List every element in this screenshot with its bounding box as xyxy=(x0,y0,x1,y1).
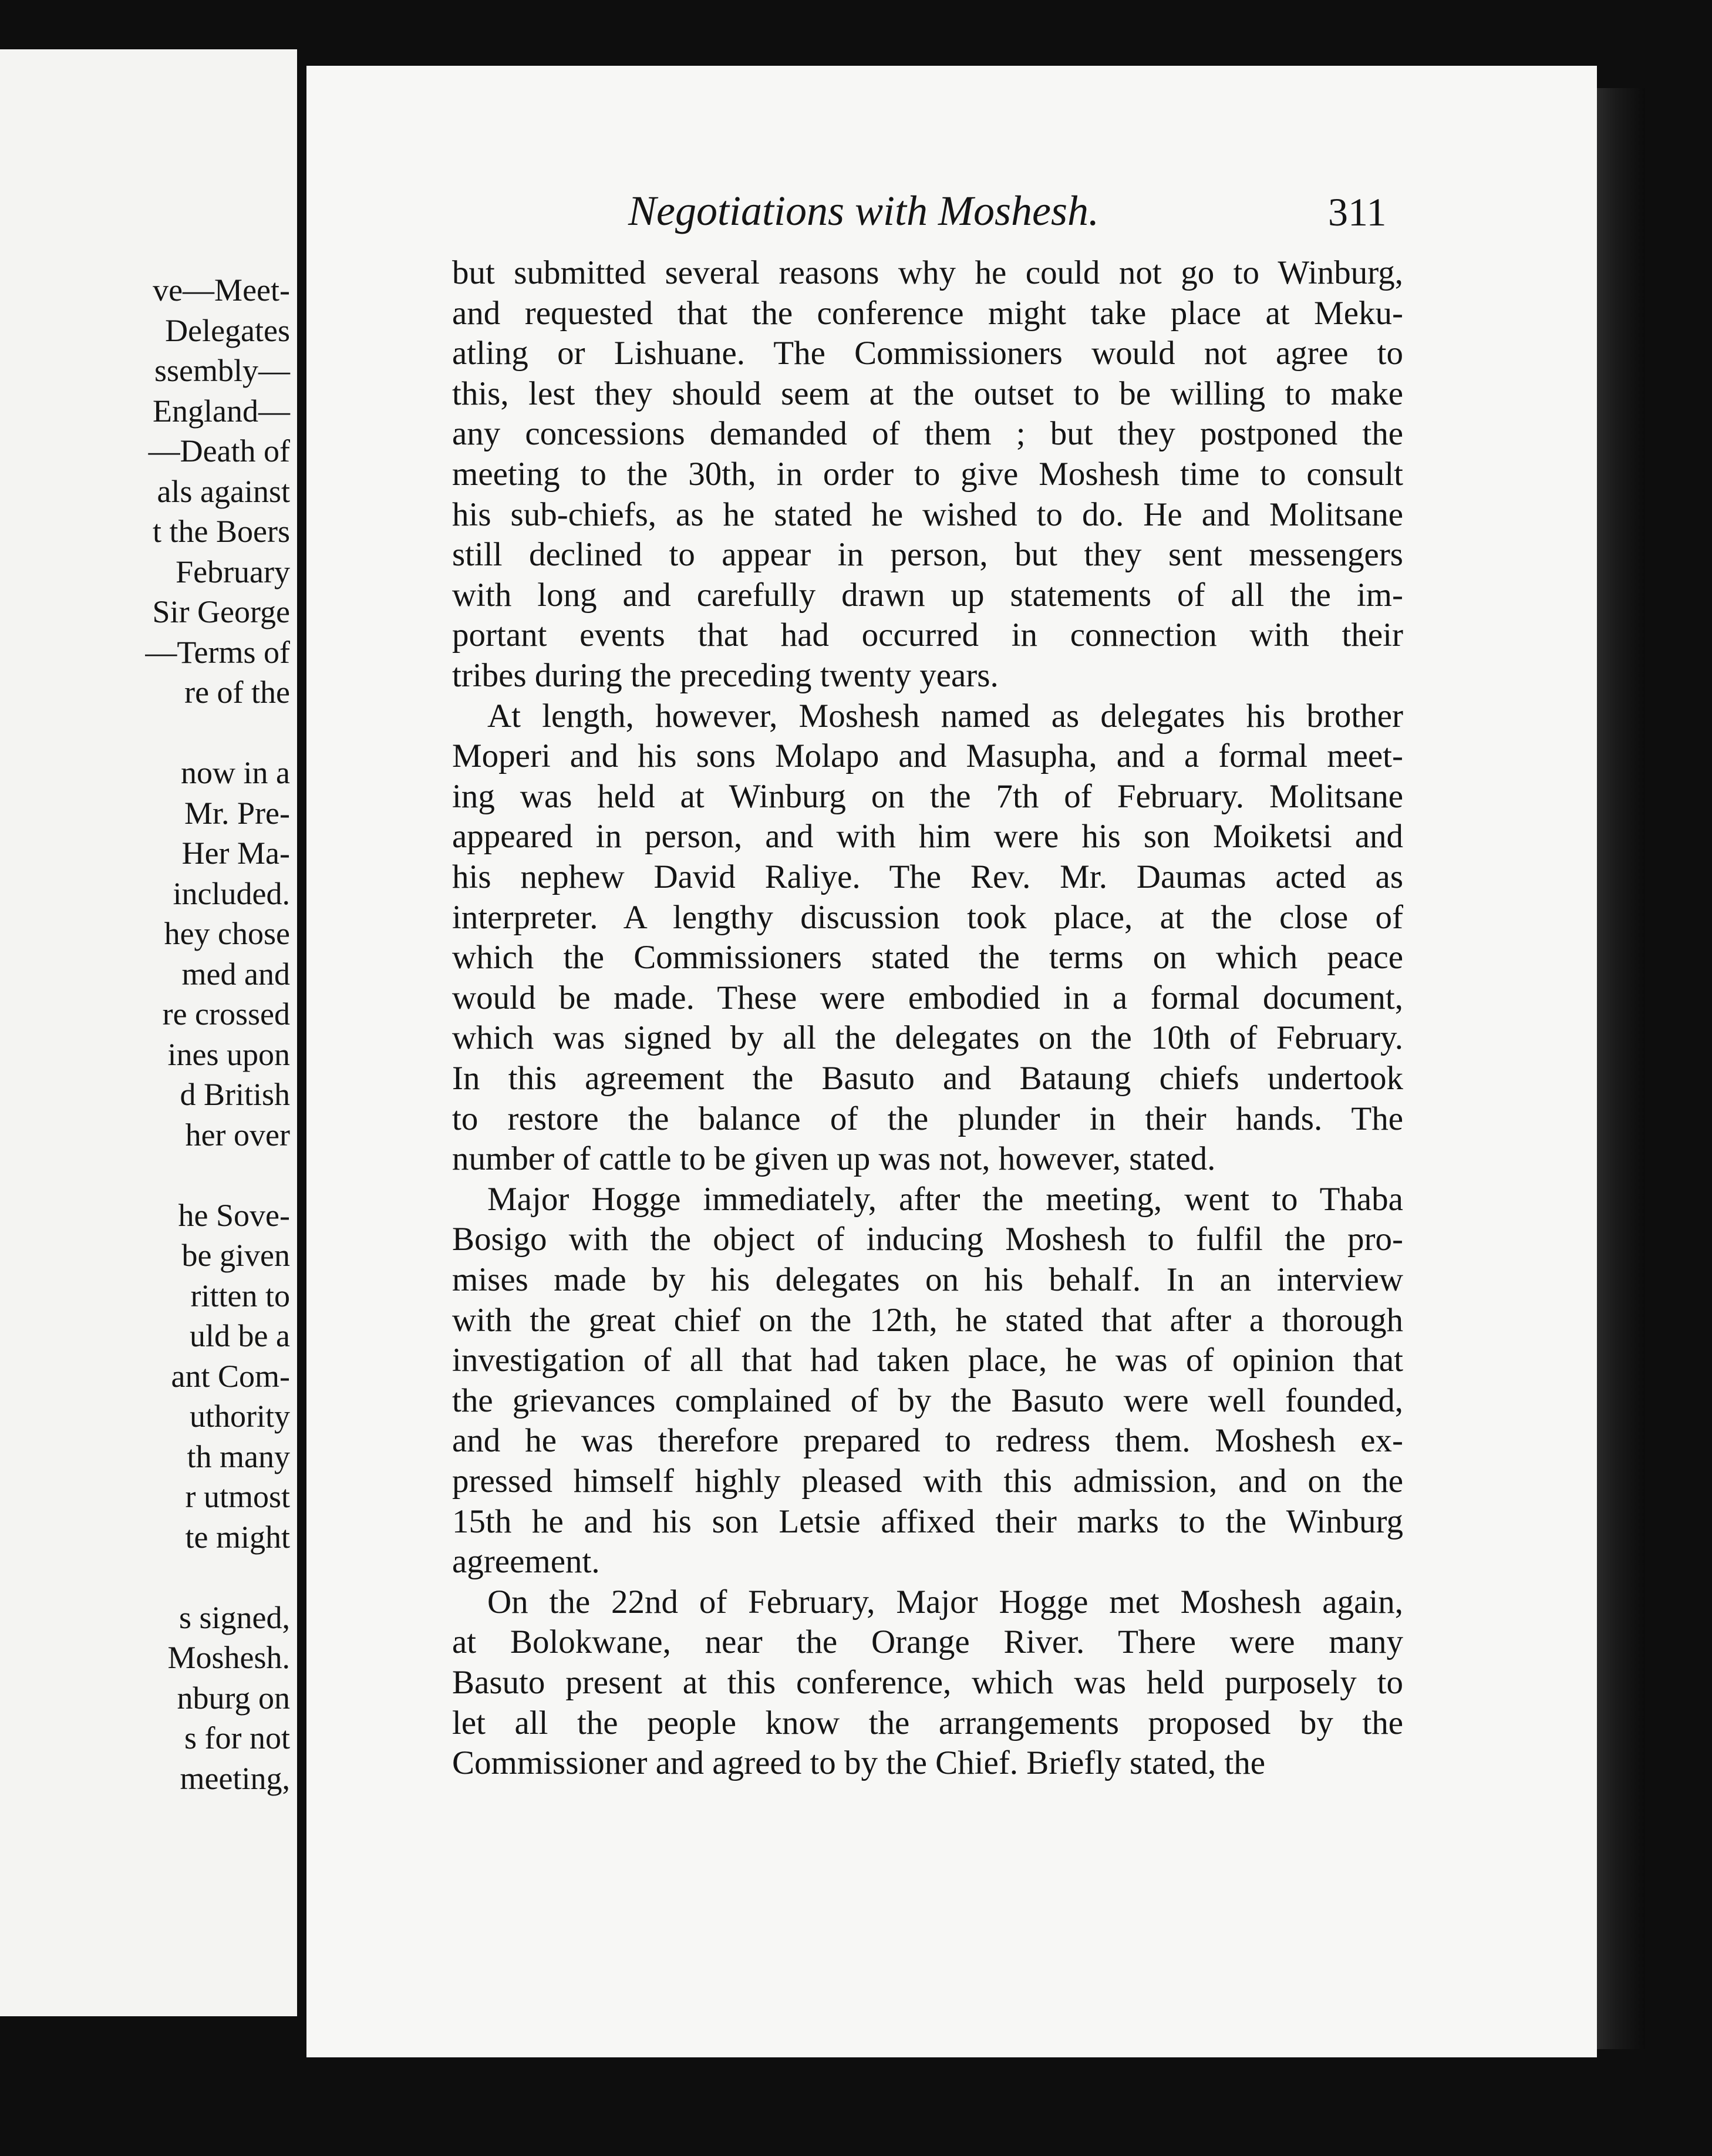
left-page-line: th many xyxy=(187,1439,290,1474)
text-line: On the 22nd of February, Major Hogge met Moshesh again, xyxy=(487,1583,1403,1621)
text-line: to restore the balance of the plunder in their hands. The xyxy=(452,1100,1403,1137)
left-page-line: ssembly— xyxy=(154,353,290,388)
text-line: meeting to the 30th, in order to give Moshesh time to consult xyxy=(452,456,1403,493)
left-page-line: be given xyxy=(181,1238,290,1273)
text-line: which was signed by all the delegates on the 10th of February. xyxy=(452,1019,1403,1057)
left-page-line: als against xyxy=(157,473,290,509)
text-line: which the Commissioners stated the terms on which peace xyxy=(452,939,1403,976)
text-line: agreement. xyxy=(452,1543,600,1581)
text-line: Bosigo with the object of inducing Moshesh to fulfil the pro- xyxy=(452,1221,1403,1258)
text-line: In this agreement the Basuto and Bataung chiefs undertook xyxy=(452,1060,1403,1097)
text-line: appeared in person, and with him were his son Moiketsi and xyxy=(452,818,1403,855)
left-page-line: d British xyxy=(180,1077,290,1112)
left-page-line: Her Ma- xyxy=(181,836,290,871)
left-page-line: s for not xyxy=(184,1720,290,1756)
left-page-line: ines upon xyxy=(167,1036,290,1072)
text-line: and requested that the conference might take place at Meku- xyxy=(452,294,1403,332)
left-page-line: meeting, xyxy=(180,1760,290,1796)
text-line: at Bolokwane, near the Orange River. There were many xyxy=(452,1623,1403,1661)
text-line: atling or Lishuane. The Commissioners would not agree to xyxy=(452,335,1403,372)
text-line: would be made. These were embodied in a formal document, xyxy=(452,979,1403,1016)
left-page-line: her over xyxy=(185,1117,290,1153)
left-page-line: Sir George xyxy=(152,594,290,629)
text-line: Major Hogge immediately, after the meeting, went to Thaba xyxy=(487,1180,1403,1218)
left-page-line: med and xyxy=(181,956,290,992)
text-line: Moperi and his sons Molapo and Masupha, and a formal meet- xyxy=(452,737,1403,775)
text-line: but submitted several reasons why he could not go to Winburg, xyxy=(452,254,1403,291)
facing-page-left xyxy=(0,49,297,2016)
running-head: Negotiations with Moshesh. xyxy=(628,187,1100,234)
left-page-line: uthority xyxy=(190,1399,290,1434)
left-page-line: included. xyxy=(173,875,290,911)
text-line: any concessions demanded of them ; but they postponed the xyxy=(452,415,1403,453)
text-line: tribes during the preceding twenty years. xyxy=(452,657,999,694)
text-line: his nephew David Raliye. The Rev. Mr. Daumas acted as xyxy=(452,858,1403,895)
left-page-line: uld be a xyxy=(190,1318,290,1353)
left-page-line: te might xyxy=(185,1519,290,1555)
page-edge xyxy=(1597,88,1645,2049)
text-line: portant events that had occurred in connection with their xyxy=(452,617,1403,654)
left-page-line: re crossed xyxy=(162,996,290,1032)
text-line: number of cattle to be given up was not, however, stated. xyxy=(452,1140,1216,1178)
page-number: 311 xyxy=(1328,190,1387,234)
left-page-line: hey chose xyxy=(164,916,290,951)
left-page-line: nburg on xyxy=(177,1680,290,1716)
text-line: pressed himself highly pleased with this admission, and on the xyxy=(452,1463,1403,1500)
text-line: with long and carefully drawn up statements of all the im- xyxy=(452,576,1403,614)
text-line: and he was therefore prepared to redress them. Moshesh ex- xyxy=(452,1422,1403,1460)
text-line: the grievances complained of by the Basuto were well founded, xyxy=(452,1382,1403,1419)
left-page-line: now in a xyxy=(181,755,290,790)
text-line: still declined to appear in person, but they sent messengers xyxy=(452,536,1403,574)
left-page-line: —Death of xyxy=(148,433,290,469)
text-line: with the great chief on the 12th, he stated that after a thorough xyxy=(452,1301,1403,1339)
left-page-line: February xyxy=(176,554,290,589)
left-page-line: re of the xyxy=(184,675,290,710)
left-page-line: England— xyxy=(153,393,290,429)
text-line: this, lest they should seem at the outset to be willing to make xyxy=(452,375,1403,412)
text-line: investigation of all that had taken place, he was of opinion that xyxy=(452,1342,1403,1379)
text-line: Commissioner and agreed to by the Chief. Briefly stated, the xyxy=(452,1744,1266,1782)
text-line: mises made by his delegates on his behalf. In an interview xyxy=(452,1261,1403,1298)
left-page-line: r utmost xyxy=(185,1479,290,1514)
left-page-line: Moshesh. xyxy=(167,1640,290,1675)
left-page-line: Delegates xyxy=(165,312,290,348)
left-page-line: —Terms of xyxy=(145,634,290,670)
left-page-line: s signed, xyxy=(179,1599,290,1635)
left-page-line: ve—Meet- xyxy=(153,272,290,308)
text-line: his sub-chiefs, as he stated he wished to do. He and Molitsane xyxy=(452,496,1403,533)
left-page-line: he Sove- xyxy=(178,1197,290,1233)
left-page-line: Mr. Pre- xyxy=(184,795,290,831)
text-line: ing was held at Winburg on the 7th of February. Molitsane xyxy=(452,777,1403,815)
text-line: let all the people know the arrangements proposed by the xyxy=(452,1704,1403,1741)
text-line: 15th he and his son Letsie affixed their marks to the Winburg xyxy=(452,1503,1403,1540)
text-line: Basuto present at this conference, which was held purposely to xyxy=(452,1664,1403,1701)
left-page-line: ant Com- xyxy=(171,1358,290,1394)
text-line: At length, however, Moshesh named as delegates his brother xyxy=(487,697,1403,735)
left-page-line: t the Boers xyxy=(153,514,290,549)
text-line: interpreter. A lengthy discussion took place, at the close of xyxy=(452,898,1403,936)
left-page-line: ritten to xyxy=(190,1278,290,1313)
